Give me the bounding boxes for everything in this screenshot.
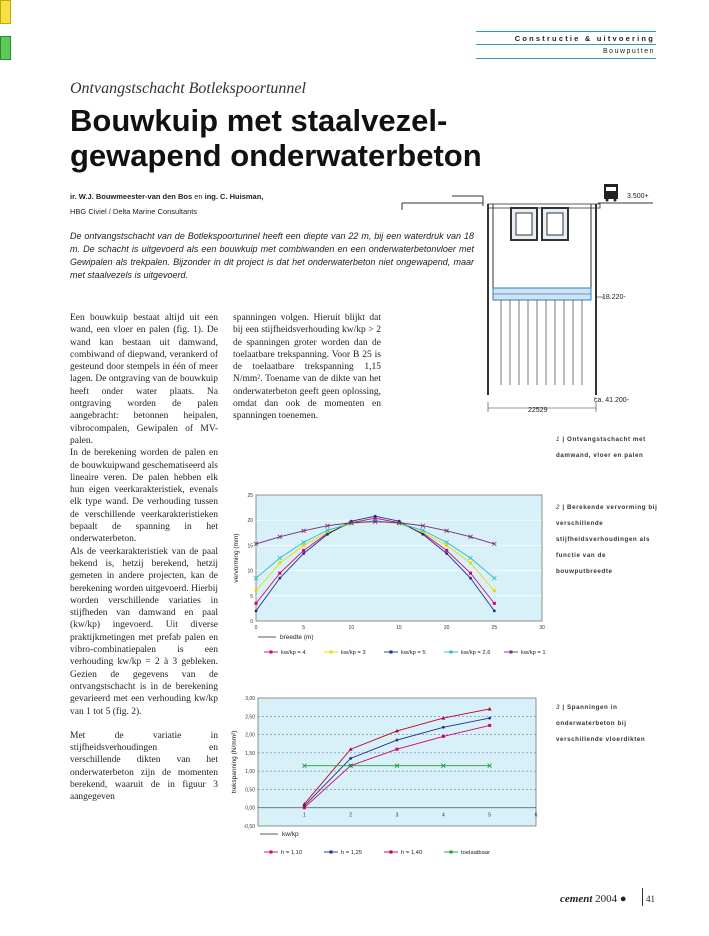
data-point — [469, 572, 472, 575]
legend-entry: kw/kp = 4 — [281, 650, 306, 656]
article-kicker: Ontvangstschacht Botlekspoortunnel — [70, 80, 306, 97]
article-title: Bouwkuip met staalvezel-gewapend onderwaterbeton — [70, 103, 482, 173]
legend-entry: kw/kp = 1 — [521, 650, 546, 656]
y-tick-label: 10 — [247, 568, 253, 575]
x-tick-label: 25 — [491, 625, 498, 631]
y-tick-label: 0,00 — [245, 805, 255, 812]
figure-1-drawing — [398, 180, 660, 420]
affiliation: HBG Civiel / Delta Marine Consultants — [70, 207, 198, 216]
data-point — [326, 533, 329, 536]
legend-entry: h = 1,40 — [401, 850, 423, 856]
subsection-title: Bouwputten — [603, 48, 655, 55]
data-point — [442, 735, 445, 738]
legend-entry: toelaatbaar — [461, 850, 491, 856]
section-title: Constructie & uitvoering — [514, 34, 655, 43]
y-tick-label: 3,00 — [245, 696, 255, 702]
x-tick-label: 5 — [488, 812, 492, 819]
legend-marker — [270, 651, 273, 654]
data-point — [255, 610, 258, 613]
authors — [70, 192, 263, 201]
data-point — [302, 552, 305, 555]
data-point — [421, 533, 424, 536]
x-tick-label: 3 — [395, 812, 399, 819]
dimension-label: 22529 — [528, 407, 548, 414]
legend-marker — [450, 851, 453, 854]
x-tick-label: 6 — [534, 812, 538, 819]
figure-2-chart — [228, 488, 550, 660]
legend-marker — [450, 651, 453, 654]
magazine-year: 2004 — [595, 893, 618, 905]
level-bottom-label: ca. 41.200- — [594, 397, 630, 404]
legend-entry: kw/kp = 2,6 — [461, 650, 491, 656]
legend-marker — [270, 851, 273, 854]
author-2: ing. C. Huisman, — [204, 192, 264, 201]
legend-entry: kw/kp = 5 — [401, 650, 426, 656]
y-tick-label: 1,00 — [245, 769, 255, 776]
data-point — [278, 572, 281, 575]
data-point — [442, 726, 445, 729]
x-tick-label: 2 — [349, 812, 353, 819]
data-point — [278, 577, 281, 580]
footer-bullet: ● — [619, 893, 627, 905]
level-mid-label: 18.220- — [602, 294, 626, 301]
footer-rule — [642, 888, 643, 906]
footer — [560, 893, 627, 905]
data-point — [255, 602, 258, 605]
level-top-label: 3.500+ — [627, 193, 649, 200]
y-tick-label: 1,50 — [245, 750, 255, 757]
y-tick-label: 2,00 — [245, 732, 255, 739]
header-rule-bottom — [476, 58, 656, 59]
data-point — [469, 562, 472, 565]
margin-marker-green — [0, 36, 11, 60]
margin-marker-yellow — [0, 0, 11, 24]
author-1: ir. W.J. Bouwmeester-van den Bos — [70, 192, 193, 201]
data-point — [493, 589, 496, 592]
y-tick-label: -0,50 — [243, 824, 255, 830]
y-axis-label: vervorming (mm) — [233, 533, 240, 583]
figure-3-caption: 3 | Spanningen in onderwaterbeton bij verschillende vloerdikten — [556, 704, 646, 743]
y-tick-label: 0 — [250, 619, 253, 625]
x-tick-label: 5 — [302, 625, 306, 631]
x-tick-label: 30 — [539, 625, 545, 631]
data-point — [493, 610, 496, 613]
x-tick-label: 10 — [348, 625, 355, 631]
x-tick-label: 20 — [443, 625, 450, 631]
data-point — [278, 562, 281, 565]
legend-marker — [390, 851, 393, 854]
body-paragraph: Als de veerkarakteristiek van de paal bekend is, hetzij berekend, hetzij gemeten in andere projecten, kan de berekening worden uitgevoerd. Hierbij worden verschillende variaties in stijfheden van damwand en paal (kw/kp) ingevoerd. Uit diverse praktijkmetingen met prefab palen en vibro-combinatiepalen is een verhouding kw/kp = 2 à 3 gebleken. Gezien de gegevens van de ontvangstschacht is in de berekening gevarieerd met een verhouding kw/kp van 1 tot 5 (fig. 2). — [70, 546, 218, 717]
y-tick-label: 0,50 — [245, 787, 255, 794]
body-column-1 — [70, 312, 218, 804]
legend-marker — [330, 851, 333, 854]
x-tick-label: 0 — [254, 625, 258, 631]
magazine-name: cement — [560, 893, 593, 905]
x-axis-label: breedte (m) — [280, 634, 314, 641]
body-paragraph: Een bouwkuip bestaat altijd uit een wand, een vloer en palen (fig. 1). De wand kan bestaan uit damwand, combiwand of diepwand, verankerd of gesteund door stempels in één of meer lagen. De ontgraving van de bouwkuip heeft onder water plaats. Na ontgraving worden de palen aangebracht: betonnen heipalen, vibrocompalen, Gewipalen of MV-palen. — [70, 313, 218, 446]
data-point — [302, 544, 305, 547]
body-column-2 — [233, 312, 381, 423]
figure-2-caption: 2 | Berekende vervorming bij verschillende stijfheidsverhoudingen als functie van de bouwputbreedte — [556, 504, 658, 575]
data-point — [493, 602, 496, 605]
legend-entry: kw/kp = 3 — [341, 650, 366, 656]
data-point — [349, 757, 352, 760]
legend-marker — [390, 651, 393, 654]
x-tick-label: 15 — [396, 625, 402, 631]
data-point — [374, 515, 377, 518]
y-axis-label: trekspanning (N/mm²) — [231, 730, 238, 794]
data-point — [396, 739, 399, 742]
y-tick-label: 20 — [247, 518, 253, 525]
body-paragraph: Met de variatie in stijfheidsverhoudingen en verschillende dikten van het onderwaterbeton zijn de momenten berekend, waaruit de in figuur 3 aangegeven — [70, 730, 218, 803]
legend-entry: h = 1,10 — [281, 850, 303, 856]
lead-paragraph: De ontvangstschacht van de Botlekspoortunnel heeft een diepte van 22 m, bij een waterdruk van 18 m. De schacht is uitgevoerd als een bouwkuip met combiwanden en een onderwaterbetonvloer met Gewipalen als trekpalen. Bijzonder in dit project is dat het onderwaterbeton niet ongewapend, maar met staalvezels is uitgevoerd. — [70, 231, 474, 280]
header-rule-top — [476, 31, 656, 32]
x-axis-label: kw/kp — [282, 831, 299, 838]
data-point — [302, 549, 305, 552]
data-point — [469, 577, 472, 580]
data-point — [396, 748, 399, 751]
y-tick-label: 15 — [247, 543, 253, 550]
author-separator: en — [192, 192, 205, 201]
x-tick-label: 1 — [302, 812, 306, 819]
legend-marker — [330, 651, 333, 654]
legend-marker — [510, 651, 513, 654]
y-tick-label: 5 — [250, 593, 253, 600]
page-number: 41 — [646, 894, 655, 904]
figure-1-caption: 1 | Ontvangstschacht met damwand, vloer en palen — [556, 436, 646, 459]
header-rule-mid — [476, 44, 656, 45]
data-point — [445, 552, 448, 555]
data-point — [445, 549, 448, 552]
data-point — [488, 717, 491, 720]
legend-entry: h = 1,25 — [341, 850, 363, 856]
y-tick-label: 25 — [247, 493, 253, 499]
data-point — [255, 589, 258, 592]
data-point — [445, 544, 448, 547]
body-paragraph: spanningen volgen. Hieruit blijkt dat bij een stijfheidsverhouding kw/kp > 2 de spanningen groter worden dan de toelaatbare trekspanning. Voor B 25 is de toelaatbare trekspanning 1,15 N/mm². Toename van de dikte van het onderwaterbeton geeft geen oplossing, omdat dan ook de momenten en spanningen toenemen. — [233, 313, 381, 422]
data-point — [488, 724, 491, 727]
y-tick-label: 2,50 — [245, 714, 255, 721]
plot-area — [258, 698, 536, 826]
x-tick-label: 4 — [441, 812, 445, 819]
figure-3-chart — [228, 690, 550, 862]
body-paragraph: In de berekening worden de palen en de bouwkuipwand geschematiseerd als lineaire veren. De palen hebben elk hun eigen veerkarakteristiek, evenals elk type wand. De verhouding tussen de verschillende veerkarakteristieken bepaalt de spanning in het onderwaterbeton. — [70, 448, 218, 545]
